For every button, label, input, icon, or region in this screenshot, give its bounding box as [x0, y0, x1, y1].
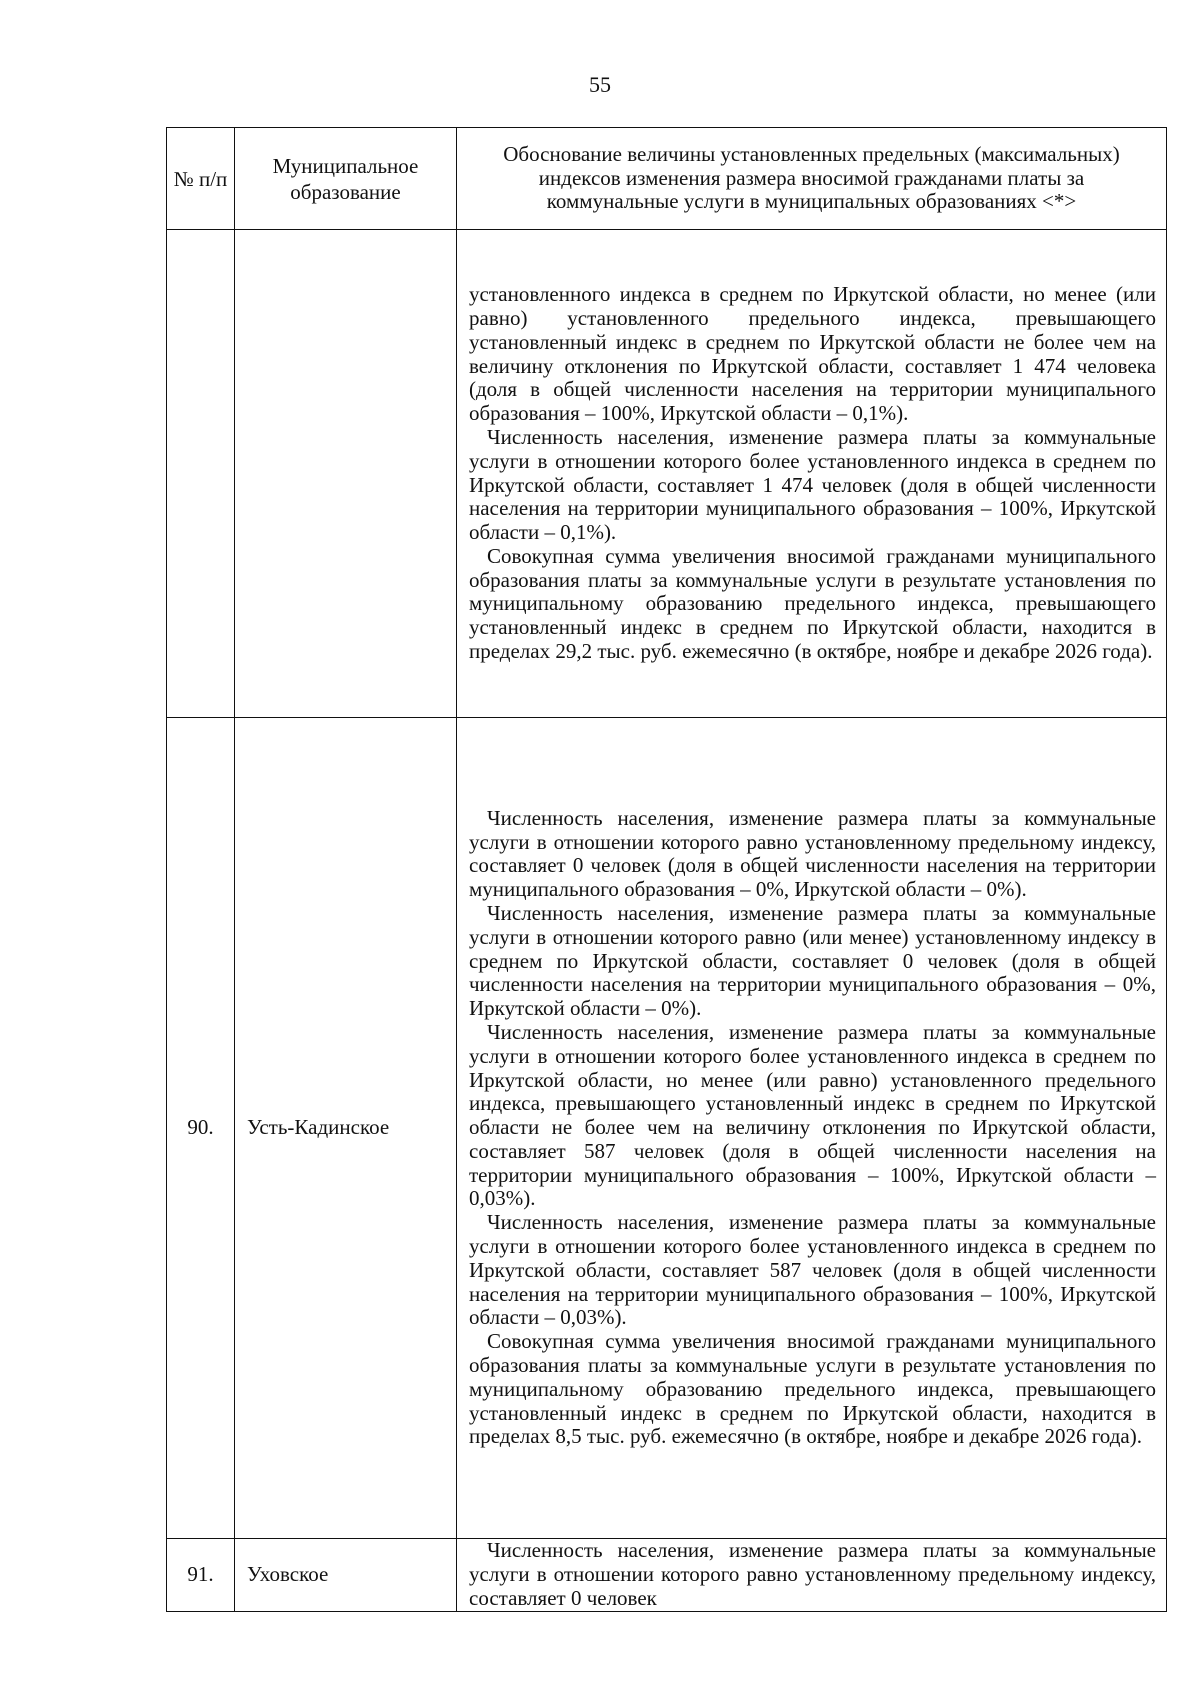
justification-paragraph: установленного индекса в среднем по Иркутской области, но менее (или равно) установленного предельного индекса, превышающего установленный индекс в среднем по Иркутской области не более чем на величину отклонения по Иркутской области, составляет 1 474 человека (доля в общей численности населения на территории муниципального образования – 100%, Иркутской области – 0,1%). [469, 282, 1156, 426]
row-justification [457, 718, 1167, 1539]
row-number: 91. [167, 1539, 235, 1612]
row-municipality [235, 230, 457, 718]
justification-paragraph: Численность населения, изменение размера платы за коммунальные услуги в отношении которого равно установленному предельному индексу, составляет 0 человек [469, 1539, 1156, 1610]
justification-paragraph: Численность населения, изменение размера платы за коммунальные услуги в отношении которого равно (или менее) установленному индексу в среднем по Иркутской области, составляет 0 человек (доля в общей численности населения на территории муниципального образования – 0%, Иркутской области – 0%). [469, 900, 1156, 1021]
justification-paragraph: Численность населения, изменение размера платы за коммунальные услуги в отношении которого равно установленному предельному индексу, составляет 0 человек (доля в общей численности населения на территории муниципального образования – 0%, Иркутской области – 0%). [469, 805, 1156, 902]
row-number [167, 230, 235, 718]
header-number: № п/п [167, 128, 235, 230]
justification-paragraph: Совокупная сумма увеличения вносимой гражданами муниципального образования платы за коммунальные услуги в результате установления по муниципальному образованию предельного индекса, превышающего установленный индекс в среднем по Иркутской области, находится в пределах 29,2 тыс. руб. ежемесячно (в октябре, ноябре и декабре 2026 года). [469, 543, 1156, 664]
indices-table [166, 127, 1167, 1612]
table-header-row [167, 128, 1167, 230]
justification-paragraph: Совокупная сумма увеличения вносимой гражданами муниципального образования платы за коммунальные услуги в результате установления по муниципальному образованию предельного индекса, превышающего установленный индекс в среднем по Иркутской области, находится в пределах 8,5 тыс. руб. ежемесячно (в октябре, ноябре и декабре 2026 года). [469, 1329, 1156, 1449]
header-justification: Обоснование величины установленных предельных (максимальных) индексов изменения размера вносимой гражданами платы за коммунальные услуги в муниципальных образованиях <*> [457, 128, 1167, 230]
header-municipality: Муниципальное образование [235, 128, 457, 230]
table-row [167, 718, 1167, 1539]
row-number: 90. [167, 718, 235, 1539]
row-justification [457, 1539, 1167, 1612]
table-row [167, 230, 1167, 718]
justification-paragraph: Численность населения, изменение размера платы за коммунальные услуги в отношении которого более установленного индекса в среднем по Иркутской области, составляет 1 474 человек (доля в общей численности населения на территории муниципального образования – 100%, Иркутской области – 0,1%). [469, 424, 1156, 545]
row-municipality: Уховское [235, 1539, 457, 1612]
table-row [167, 1539, 1167, 1612]
page-number: 55 [589, 72, 611, 97]
row-municipality: Усть-Кадинское [235, 718, 457, 1539]
row-justification [457, 230, 1167, 718]
justification-paragraph: Численность населения, изменение размера платы за коммунальные услуги в отношении которого более установленного индекса в среднем по Иркутской области, составляет 587 человек (доля в общей численности населения на территории муниципального образования – 100%, Иркутской области – 0,03%). [469, 1210, 1156, 1330]
justification-paragraph: Численность населения, изменение размера платы за коммунальные услуги в отношении которого более установленного индекса в среднем по Иркутской области, но менее (или равно) установленного предельного индекса, превышающего установленный индекс в среднем по Иркутской области не более чем на величину отклонения по Иркутской области, составляет 587 человек (доля в общей численности населения на территории муниципального образования – 100%, Иркутской области – 0,03%). [469, 1019, 1156, 1211]
